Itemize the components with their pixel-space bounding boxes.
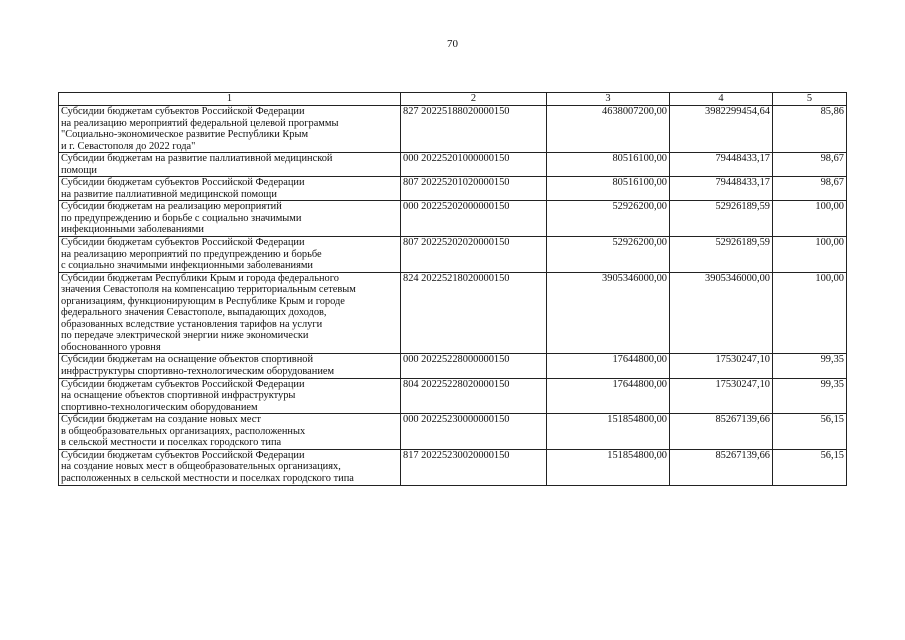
row-actual: 85267139,66 xyxy=(670,449,773,485)
row-actual: 79448433,17 xyxy=(670,153,773,177)
table-row xyxy=(59,354,847,378)
row-code: 807 20225202020000150 xyxy=(401,237,547,273)
row-code: 000 20225201000000150 xyxy=(401,153,547,177)
row-percent: 100,00 xyxy=(773,237,847,273)
table-row xyxy=(59,201,847,237)
row-name: Субсидии бюджетам на оснащение объектов спортивной инфраструктуры спортивно-технологическим оборудованием xyxy=(59,354,401,378)
column-header: 3 xyxy=(547,93,670,106)
row-plan: 52926200,00 xyxy=(547,201,670,237)
row-actual: 3982299454,64 xyxy=(670,106,773,153)
row-percent: 56,15 xyxy=(773,449,847,485)
row-actual: 79448433,17 xyxy=(670,177,773,201)
row-percent: 56,15 xyxy=(773,414,847,450)
budget-table xyxy=(58,92,847,486)
row-actual: 17530247,10 xyxy=(670,354,773,378)
table-row xyxy=(59,237,847,273)
row-name: Субсидии бюджетам субъектов Российской Федерации на реализацию мероприятий по предупреждению и борьбе с социально значимыми инфекционными заболеваниями xyxy=(59,237,401,273)
row-percent: 98,67 xyxy=(773,177,847,201)
table-row xyxy=(59,272,847,354)
row-name: Субсидии бюджетам Республики Крым и города федерального значения Севастополя на компенсацию территориальным сетевым организациям, функционирующим в Республике Крым и городе федерального значения Севастополе, выпадающих доходов, образованных вследствие установления тарифов на услуги по передаче электрической энергии ниже экономически обоснованного уровня xyxy=(59,272,401,354)
row-plan: 80516100,00 xyxy=(547,153,670,177)
header-row xyxy=(59,93,847,106)
row-percent: 99,35 xyxy=(773,354,847,378)
row-percent: 99,35 xyxy=(773,378,847,414)
row-plan: 151854800,00 xyxy=(547,414,670,450)
row-code: 817 20225230020000150 xyxy=(401,449,547,485)
row-plan: 80516100,00 xyxy=(547,177,670,201)
row-plan: 151854800,00 xyxy=(547,449,670,485)
row-name: Субсидии бюджетам на реализацию мероприятий по предупреждению и борьбе с социально значимыми инфекционными заболеваниями xyxy=(59,201,401,237)
row-code: 000 20225228000000150 xyxy=(401,354,547,378)
table-row xyxy=(59,177,847,201)
row-actual: 52926189,59 xyxy=(670,201,773,237)
row-percent: 85,86 xyxy=(773,106,847,153)
row-actual: 52926189,59 xyxy=(670,237,773,273)
row-code: 827 20225188020000150 xyxy=(401,106,547,153)
row-plan: 17644800,00 xyxy=(547,354,670,378)
row-name: Субсидии бюджетам субъектов Российской Федерации на развитие паллиативной медицинской помощи xyxy=(59,177,401,201)
row-percent: 100,00 xyxy=(773,272,847,354)
row-plan: 17644800,00 xyxy=(547,378,670,414)
row-name: Субсидии бюджетам субъектов Российской Федерации на создание новых мест в общеобразовательных организациях, расположенных в сельской местности и поселках городского типа xyxy=(59,449,401,485)
row-actual: 3905346000,00 xyxy=(670,272,773,354)
row-code: 824 20225218020000150 xyxy=(401,272,547,354)
table-row xyxy=(59,414,847,450)
row-plan: 3905346000,00 xyxy=(547,272,670,354)
row-actual: 85267139,66 xyxy=(670,414,773,450)
row-code: 804 20225228020000150 xyxy=(401,378,547,414)
row-name: Субсидии бюджетам субъектов Российской Федерации на реализацию мероприятий федеральной целевой программы "Социально-экономическое развитие Республики Крым и г. Севастополя до 2022 года" xyxy=(59,106,401,153)
table-row xyxy=(59,378,847,414)
table-row xyxy=(59,153,847,177)
column-header: 2 xyxy=(401,93,547,106)
row-code: 000 20225230000000150 xyxy=(401,414,547,450)
page-number: 70 xyxy=(447,38,458,50)
column-header: 4 xyxy=(670,93,773,106)
column-header: 5 xyxy=(773,93,847,106)
table-row xyxy=(59,106,847,153)
row-name: Субсидии бюджетам субъектов Российской Федерации на оснащение объектов спортивной инфраструктуры спортивно-технологическим оборудованием xyxy=(59,378,401,414)
row-actual: 17530247,10 xyxy=(670,378,773,414)
row-code: 000 20225202000000150 xyxy=(401,201,547,237)
table-row xyxy=(59,449,847,485)
row-percent: 98,67 xyxy=(773,153,847,177)
row-plan: 52926200,00 xyxy=(547,237,670,273)
row-code: 807 20225201020000150 xyxy=(401,177,547,201)
row-name: Субсидии бюджетам на создание новых мест в общеобразовательных организациях, расположенных в сельской местности и поселках городского типа xyxy=(59,414,401,450)
row-plan: 4638007200,00 xyxy=(547,106,670,153)
column-header: 1 xyxy=(59,93,401,106)
row-name: Субсидии бюджетам на развитие паллиативной медицинской помощи xyxy=(59,153,401,177)
row-percent: 100,00 xyxy=(773,201,847,237)
